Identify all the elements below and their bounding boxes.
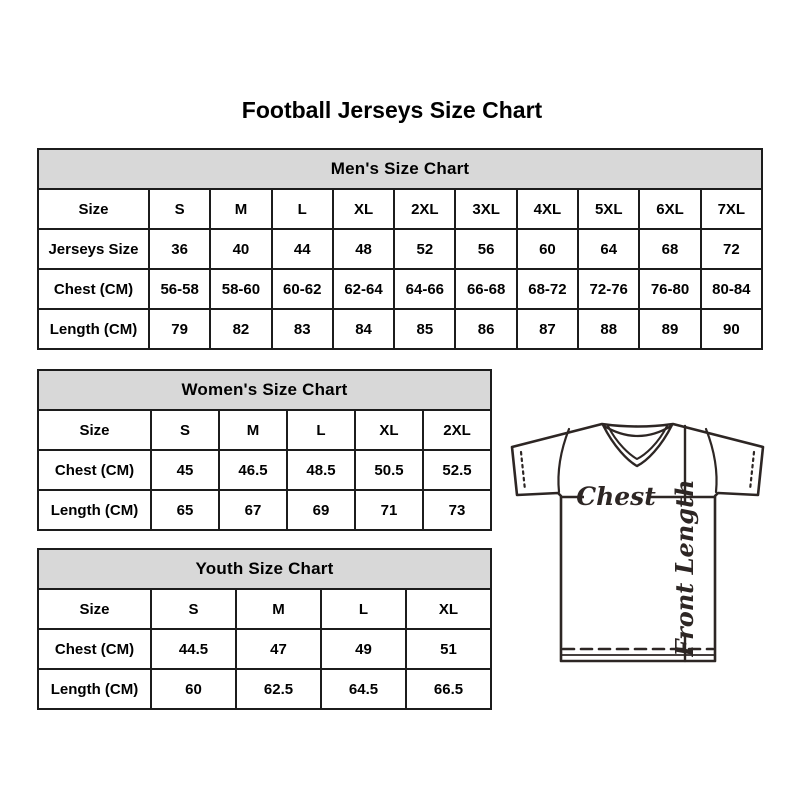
womens-cell-r2-c5: 73 [423, 490, 491, 530]
mens-cell-r0-c1: S [149, 189, 210, 229]
mens-cell-r1-c4: 48 [333, 229, 394, 269]
youth-size-table [37, 548, 492, 710]
womens-cell-r1-c2: 46.5 [219, 450, 287, 490]
womens-cell-r2-c4: 71 [355, 490, 423, 530]
mens-cell-r3-c0: Length (CM) [38, 309, 149, 349]
mens-cell-r2-c0: Chest (CM) [38, 269, 149, 309]
mens-cell-r1-c1: 36 [149, 229, 210, 269]
mens-cell-r0-c2: M [210, 189, 271, 229]
youth-cell-r2-c3: 64.5 [321, 669, 406, 709]
front-length-label-group [670, 479, 699, 657]
mens-cell-r3-c6: 86 [455, 309, 516, 349]
mens-cell-r1-c2: 40 [210, 229, 271, 269]
mens-cell-r3-c8: 88 [578, 309, 639, 349]
mens-cell-r3-c3: 83 [272, 309, 333, 349]
youth-cell-r1-c0: Chest (CM) [38, 629, 151, 669]
mens-cell-r3-c4: 84 [333, 309, 394, 349]
mens-cell-r2-c3: 60-62 [272, 269, 333, 309]
mens-cell-r0-c4: XL [333, 189, 394, 229]
womens-cell-r2-c0: Length (CM) [38, 490, 151, 530]
mens-cell-r3-c7: 87 [517, 309, 578, 349]
youth-cell-r1-c4: 51 [406, 629, 491, 669]
mens-cell-r1-c8: 64 [578, 229, 639, 269]
mens-cell-r2-c2: 58-60 [210, 269, 271, 309]
mens-cell-r0-c0: Size [38, 189, 149, 229]
youth-table-row [38, 629, 491, 669]
womens-size-table [37, 369, 492, 531]
chest-label: Chest [576, 482, 656, 511]
womens-cell-r1-c5: 52.5 [423, 450, 491, 490]
mens-cell-r2-c9: 76-80 [639, 269, 700, 309]
womens-title-row [38, 370, 491, 410]
youth-cell-r0-c4: XL [406, 589, 491, 629]
mens-cell-r0-c6: 3XL [455, 189, 516, 229]
youth-table-row [38, 669, 491, 709]
mens-cell-r2-c6: 66-68 [455, 269, 516, 309]
youth-cell-r1-c2: 47 [236, 629, 321, 669]
mens-cell-r0-c7: 4XL [517, 189, 578, 229]
mens-cell-r1-c10: 72 [701, 229, 762, 269]
womens-table-row [38, 490, 491, 530]
youth-table-title: Youth Size Chart [38, 549, 491, 589]
front-length-label: Front Length [670, 479, 699, 657]
youth-cell-r0-c2: M [236, 589, 321, 629]
womens-cell-r2-c2: 67 [219, 490, 287, 530]
mens-cell-r1-c7: 60 [517, 229, 578, 269]
youth-table-row [38, 589, 491, 629]
womens-cell-r0-c3: L [287, 410, 355, 450]
mens-cell-r2-c1: 56-58 [149, 269, 210, 309]
mens-cell-r2-c5: 64-66 [394, 269, 455, 309]
mens-table-row [38, 229, 762, 269]
womens-cell-r1-c4: 50.5 [355, 450, 423, 490]
mens-cell-r3-c9: 89 [639, 309, 700, 349]
womens-table-row [38, 450, 491, 490]
womens-cell-r2-c3: 69 [287, 490, 355, 530]
mens-cell-r1-c5: 52 [394, 229, 455, 269]
mens-table-row [38, 269, 762, 309]
youth-title-row [38, 549, 491, 589]
mens-cell-r3-c5: 85 [394, 309, 455, 349]
mens-cell-r1-c9: 68 [639, 229, 700, 269]
mens-table-row [38, 189, 762, 229]
womens-table-title: Women's Size Chart [38, 370, 491, 410]
youth-cell-r2-c2: 62.5 [236, 669, 321, 709]
mens-cell-r0-c8: 5XL [578, 189, 639, 229]
youth-cell-r2-c1: 60 [151, 669, 236, 709]
mens-cell-r1-c3: 44 [272, 229, 333, 269]
mens-size-table [37, 148, 763, 350]
womens-table-row [38, 410, 491, 450]
youth-cell-r1-c1: 44.5 [151, 629, 236, 669]
mens-cell-r1-c0: Jerseys Size [38, 229, 149, 269]
womens-cell-r0-c5: 2XL [423, 410, 491, 450]
womens-cell-r0-c0: Size [38, 410, 151, 450]
jersey-diagram [490, 390, 780, 682]
youth-cell-r0-c0: Size [38, 589, 151, 629]
womens-cell-r0-c1: S [151, 410, 219, 450]
mens-table-title: Men's Size Chart [38, 149, 762, 189]
womens-cell-r0-c4: XL [355, 410, 423, 450]
mens-cell-r0-c10: 7XL [701, 189, 762, 229]
mens-cell-r3-c2: 82 [210, 309, 271, 349]
chest-label-group [576, 482, 656, 511]
youth-cell-r2-c0: Length (CM) [38, 669, 151, 709]
mens-cell-r2-c7: 68-72 [517, 269, 578, 309]
mens-cell-r2-c8: 72-76 [578, 269, 639, 309]
youth-cell-r0-c1: S [151, 589, 236, 629]
youth-cell-r1-c3: 49 [321, 629, 406, 669]
mens-table-row [38, 309, 762, 349]
mens-cell-r3-c10: 90 [701, 309, 762, 349]
page-title: Football Jerseys Size Chart [241, 97, 543, 123]
womens-cell-r1-c3: 48.5 [287, 450, 355, 490]
mens-cell-r1-c6: 56 [455, 229, 516, 269]
youth-cell-r0-c3: L [321, 589, 406, 629]
mens-cell-r3-c1: 79 [149, 309, 210, 349]
mens-cell-r0-c5: 2XL [394, 189, 455, 229]
mens-title-row [38, 149, 762, 189]
mens-cell-r2-c10: 80-84 [701, 269, 762, 309]
mens-cell-r0-c9: 6XL [639, 189, 700, 229]
womens-cell-r0-c2: M [219, 410, 287, 450]
youth-cell-r2-c4: 66.5 [406, 669, 491, 709]
womens-cell-r2-c1: 65 [151, 490, 219, 530]
womens-cell-r1-c1: 45 [151, 450, 219, 490]
mens-cell-r0-c3: L [272, 189, 333, 229]
womens-cell-r1-c0: Chest (CM) [38, 450, 151, 490]
jersey-diagram-svg [490, 390, 780, 682]
mens-cell-r2-c4: 62-64 [333, 269, 394, 309]
